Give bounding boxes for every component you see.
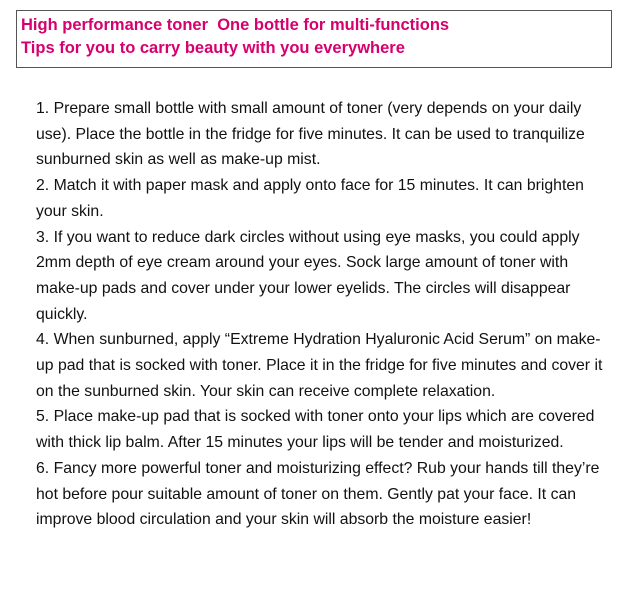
- tips-list: [36, 96, 616, 533]
- tip-item-5: 5. Place make-up pad that is socked with toner onto your lips which are covered with thick lip balm. After 15 minutes your lips will be tender and moisturized.: [36, 408, 595, 452]
- tip-item-1: 1. Prepare small bottle with small amount of toner (very depends on your daily use). Place the bottle in the fridge for five minutes. It can be used to tranquilize sunburned skin as well as make-up mist.: [36, 100, 585, 169]
- tip-item-6: 6. Fancy more powerful toner and moisturizing effect? Rub your hands till they’re hot before pour suitable amount of toner on them. Gently pat your face. It can improve blood circulation and your skin will absorb the moisture easier!: [36, 459, 600, 529]
- tip-item-4: 4. When sunburned, apply “Extreme Hydration Hyaluronic Acid Serum” on make-up pad that is socked with toner. Place it in the fridge for five minutes and cover it on the sunburned skin. Your skin can receive complete relaxation.: [36, 331, 603, 400]
- tip-item-3: 3. If you want to reduce dark circles without using eye masks, you could apply 2mm depth of eye cream around your eyes. Sock large amount of toner with make-up pads and cover under your lower eyelids. The circles will disappear quickly.: [36, 228, 580, 323]
- header-subtitle: Tips for you to carry beauty with you everywhere: [21, 39, 405, 57]
- header-title: High performance toner One bottle for multi-functions: [21, 16, 450, 34]
- header-box: [16, 10, 612, 68]
- tip-item-2: 2. Match it with paper mask and apply onto face for 15 minutes. It can brighten your skin.: [36, 177, 584, 220]
